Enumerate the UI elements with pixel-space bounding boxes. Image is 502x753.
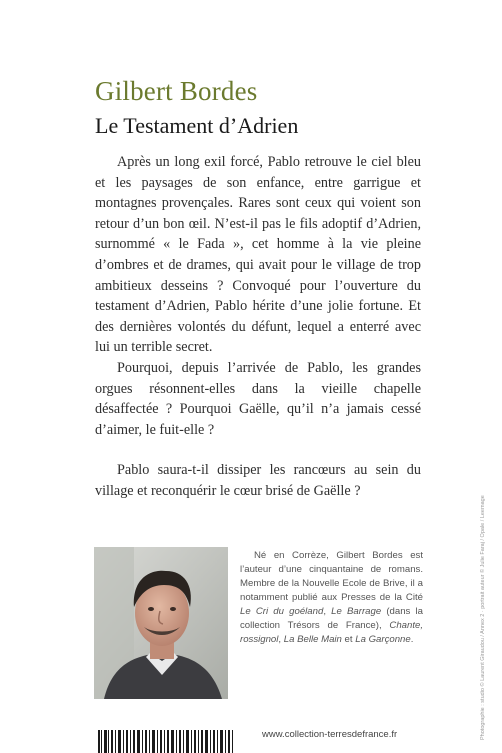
bio-work-title: La Garçonne bbox=[355, 634, 411, 645]
synopsis-paragraph-3: Pablo saura-t-il dissiper les rancœurs au sein du village et reconquérir le cœur brisé de Gaëlle ? bbox=[95, 462, 421, 499]
bio-text: et bbox=[341, 634, 356, 645]
bio-work-title: La Belle Main bbox=[283, 634, 342, 645]
author-photo bbox=[94, 547, 228, 699]
bio-text: (dans la collection Trésors de France), bbox=[240, 606, 424, 631]
author-name: Gilbert Bordes bbox=[95, 76, 258, 106]
synopsis bbox=[95, 152, 421, 502]
synopsis-paragraph-1: Après un long exil forcé, Pablo retrouve le ciel bleu et les paysages de son enfance, entre garrigue et montagnes provençales. Rares sont ceux qui voient son retour d’un bon œil. N’est-il pas le fils adoptif d’Adrien, surnommé « le Fada », cet homme à la vie pleine d’ombres et de drames, qui avait pour le village de trop ambitieux desseins ? Convoqué pour l’ouverture du testament d’Adrien, Pablo hérite d’une jolie fortune. Et des dernières volontés du défunt, lequel a enterré avec lui un terrible secret. bbox=[95, 154, 421, 356]
photo-credits: Photographie : studio © Laurent Giraudou / Annex 2 · portrait auteur © Julie Faraj / Opale / Leemage bbox=[480, 495, 486, 740]
bio-text: . bbox=[410, 634, 414, 645]
bio-work-title: Le Barrage bbox=[331, 606, 382, 617]
website-link[interactable]: www.collection-terresdefrance.fr bbox=[262, 729, 398, 740]
barcode bbox=[96, 730, 236, 753]
bio-work-title: Chante, rossignol bbox=[240, 620, 423, 645]
bio-text: , bbox=[323, 606, 332, 617]
book-title: Le Testament d’Adrien bbox=[95, 113, 299, 138]
bio-work-title: Le Cri du goéland bbox=[240, 606, 324, 617]
synopsis-paragraph-2: Pourquoi, depuis l’arrivée de Pablo, les grandes orgues résonnent-elles dans la vieille chapelle désaffectée ? Pourquoi Gaëlle, qu’il n’a jamais cessé d’aimer, le fuit-elle ? bbox=[95, 359, 421, 438]
bio-text: , bbox=[278, 634, 284, 645]
author-portrait-image bbox=[94, 547, 228, 699]
author-biography bbox=[240, 549, 423, 647]
bio-text: Né en Corrèze, Gilbert Bordes est l’auteur d’une cinquantaine de romans. Membre de la Nouvelle Ecole de Brive, il a notamment publié aux Presses de la Cité bbox=[240, 550, 423, 603]
